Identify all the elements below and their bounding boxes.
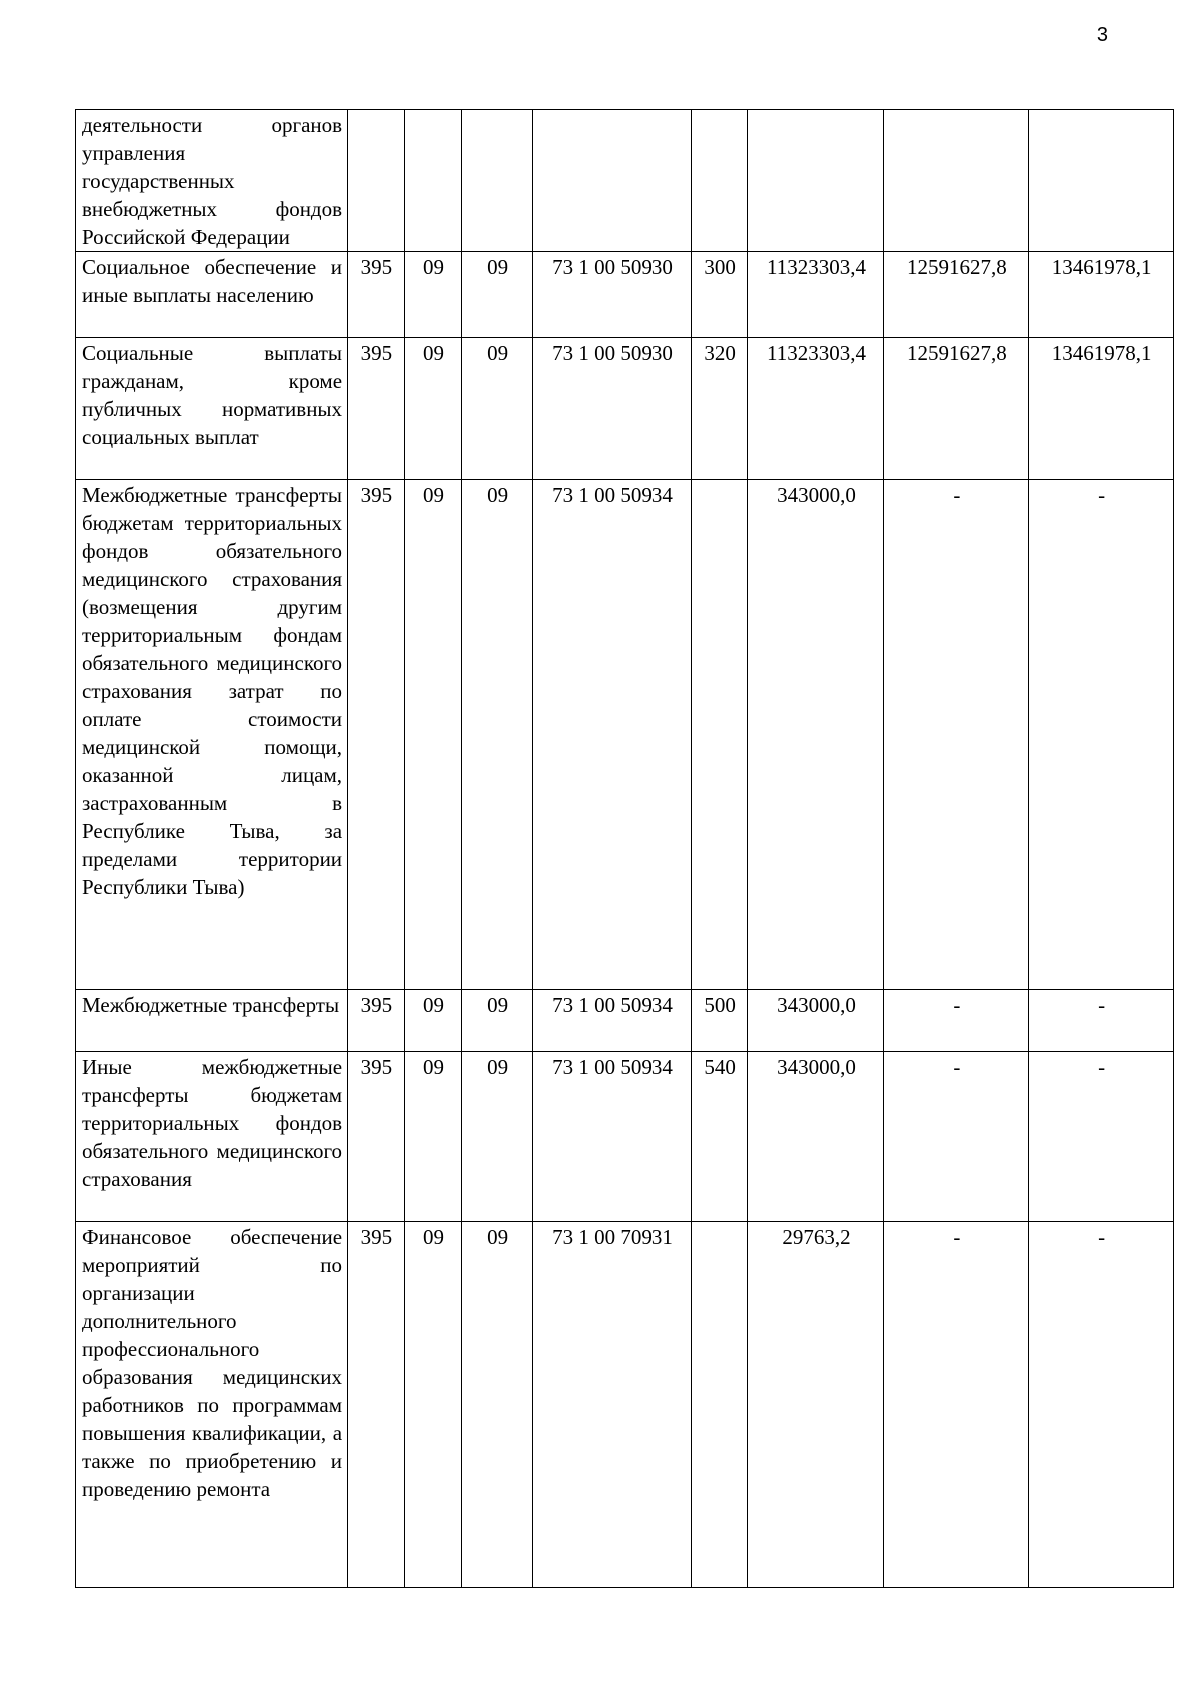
- sum-year-2: -: [884, 1222, 1029, 1588]
- ministry-code: 395: [348, 1222, 405, 1588]
- section-code: 09: [404, 1052, 462, 1222]
- sum-year-2: [884, 110, 1029, 252]
- ministry-code: 395: [348, 338, 405, 480]
- sum-year-3: -: [1029, 990, 1174, 1052]
- sum-year-2: 12591627,8: [884, 252, 1029, 338]
- sum-year-3: [1029, 110, 1174, 252]
- target-article-code: 73 1 00 50930: [533, 252, 692, 338]
- expense-type-code: [691, 480, 748, 990]
- expense-type-code: [691, 110, 748, 252]
- table-row: [76, 480, 1174, 990]
- sum-year-2: -: [884, 990, 1029, 1052]
- sum-year-1: 11323303,4: [748, 252, 884, 338]
- row-description: Межбюджетные трансферты: [76, 990, 348, 1052]
- ministry-code: 395: [348, 252, 405, 338]
- section-code: 09: [404, 252, 462, 338]
- section-code: 09: [404, 338, 462, 480]
- target-article-code: 73 1 00 50934: [533, 1052, 692, 1222]
- subsection-code: 09: [462, 990, 533, 1052]
- expense-type-code: 320: [691, 338, 748, 480]
- subsection-code: 09: [462, 480, 533, 990]
- subsection-code: 09: [462, 338, 533, 480]
- sum-year-3: -: [1029, 1222, 1174, 1588]
- row-description: Социальное обеспечение и иные выплаты населению: [76, 252, 348, 338]
- expense-type-code: 500: [691, 990, 748, 1052]
- sum-year-1: [748, 110, 884, 252]
- sum-year-3: -: [1029, 480, 1174, 990]
- target-article-code: 73 1 00 50930: [533, 338, 692, 480]
- row-description: Финансовое обеспечение мероприятий по организации дополнительного профессионального образования медицинских работников по программам повышения квалификации, а также по приобретению и проведению ремонта: [76, 1222, 348, 1588]
- sum-year-1: 343000,0: [748, 990, 884, 1052]
- sum-year-3: 13461978,1: [1029, 252, 1174, 338]
- sum-year-1: 11323303,4: [748, 338, 884, 480]
- section-code: 09: [404, 1222, 462, 1588]
- section-code: [404, 110, 462, 252]
- table-row: [76, 1052, 1174, 1222]
- table-row: [76, 338, 1174, 480]
- subsection-code: 09: [462, 1052, 533, 1222]
- sum-year-2: 12591627,8: [884, 338, 1029, 480]
- sum-year-3: 13461978,1: [1029, 338, 1174, 480]
- ministry-code: 395: [348, 1052, 405, 1222]
- table-row: [76, 1222, 1174, 1588]
- row-description: деятельности органов управления государственных внебюджетных фондов Российской Федерации: [76, 110, 348, 252]
- target-article-code: 73 1 00 70931: [533, 1222, 692, 1588]
- row-description: Межбюджетные трансферты бюджетам территориальных фондов обязательного медицинского страхования (возмещения другим территориальным фондам обязательного медицинского страхования затрат по оплате стоимости медицинской помощи, оказанной лицам, застрахованным в Республике Тыва, за пределами территории Республики Тыва): [76, 480, 348, 990]
- expense-type-code: 540: [691, 1052, 748, 1222]
- sum-year-3: -: [1029, 1052, 1174, 1222]
- expense-type-code: 300: [691, 252, 748, 338]
- sum-year-2: -: [884, 1052, 1029, 1222]
- expense-type-code: [691, 1222, 748, 1588]
- table-row: [76, 252, 1174, 338]
- row-description: Социальные выплаты гражданам, кроме публичных нормативных социальных выплат: [76, 338, 348, 480]
- table-row: [76, 110, 1174, 252]
- sum-year-2: -: [884, 480, 1029, 990]
- sum-year-1: 343000,0: [748, 1052, 884, 1222]
- section-code: 09: [404, 480, 462, 990]
- ministry-code: [348, 110, 405, 252]
- sum-year-1: 29763,2: [748, 1222, 884, 1588]
- table-row: [76, 990, 1174, 1052]
- subsection-code: 09: [462, 252, 533, 338]
- subsection-code: 09: [462, 1222, 533, 1588]
- sum-year-1: 343000,0: [748, 480, 884, 990]
- budget-table: [75, 109, 1174, 1588]
- page-number: 3: [1096, 24, 1108, 46]
- target-article-code: [533, 110, 692, 252]
- target-article-code: 73 1 00 50934: [533, 480, 692, 990]
- row-description: Иные межбюджетные трансферты бюджетам территориальных фондов обязательного медицинского страхования: [76, 1052, 348, 1222]
- target-article-code: 73 1 00 50934: [533, 990, 692, 1052]
- section-code: 09: [404, 990, 462, 1052]
- ministry-code: 395: [348, 480, 405, 990]
- subsection-code: [462, 110, 533, 252]
- ministry-code: 395: [348, 990, 405, 1052]
